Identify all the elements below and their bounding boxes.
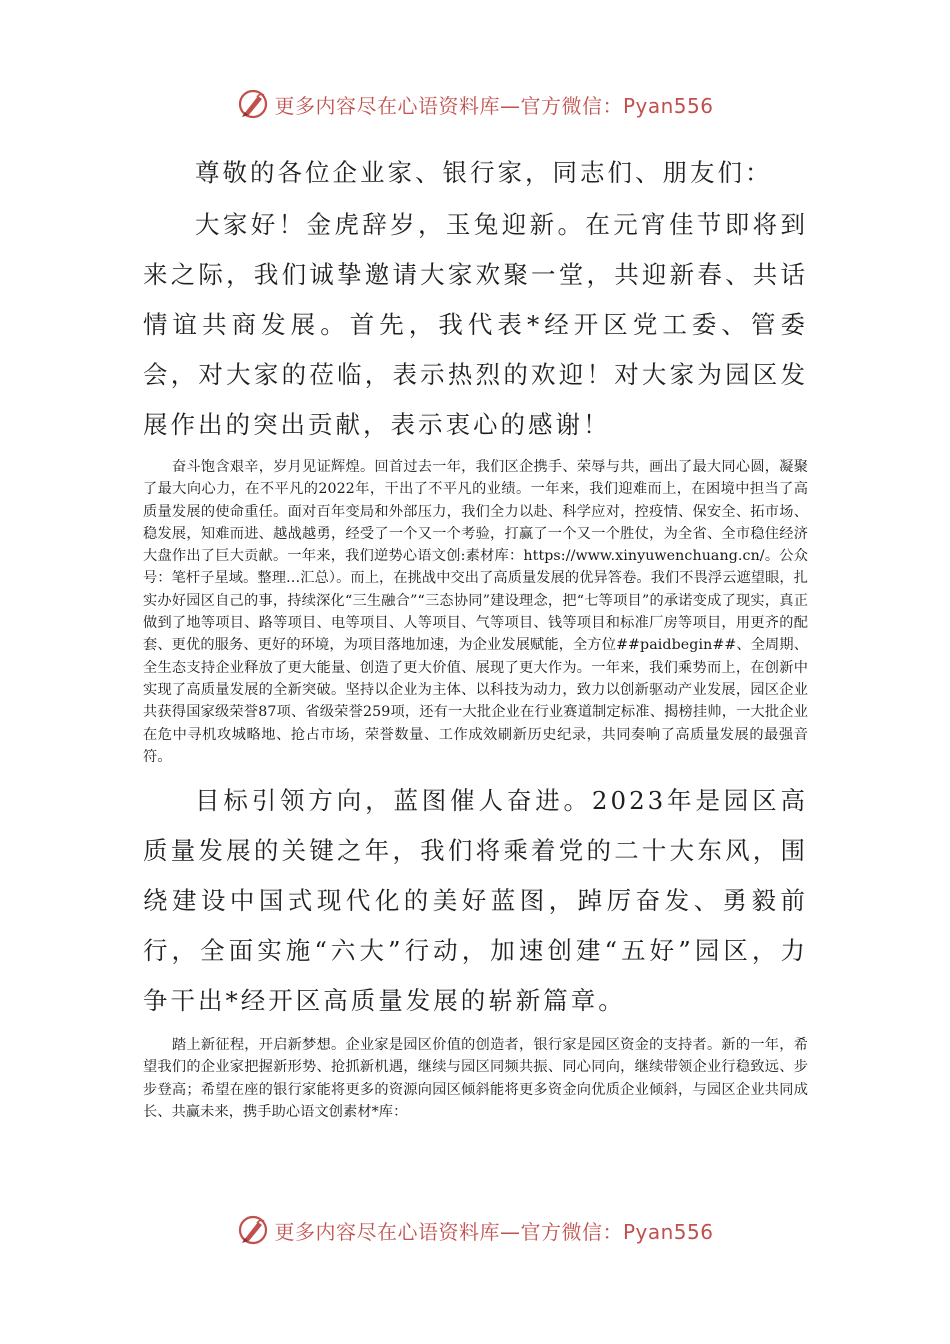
pen-logo-icon xyxy=(236,87,270,121)
document-body xyxy=(143,148,808,1131)
paragraph-opening: 大家好！金虎辞岁，玉兔迎新。在元宵佳节即将到来之际，我们诚挚邀请大家欢聚一堂，共迎新春、共话情谊共商发展。首先，我代表*经开区党工委、管委会，对大家的莅临，表示热烈的欢迎！对大家为园区发展作出的突出贡献，表示衷心的感谢！ xyxy=(143,210,808,439)
paragraph-review: 奋斗饱含艰辛，岁月见证辉煌。回首过去一年，我们区企携手、荣辱与共，画出了最大同心圆，凝聚了最大向心力，在不平凡的2022年，干出了不平凡的业绩。一年来，我们迎难而上，在困境中担当了高质量发展的使命重任。面对百年变局和外部压力，我们全力以赴、科学应对，控疫情、保安全、拓市场、稳发展，知难而进、越战越勇，经受了一个又一个考验，打赢了一个又一个胜仗，为全省、全市稳住经济大盘作出了巨大贡献。一年来，我们逆势心语文创:素材库：https://www.xinyuwenchuang.cn/。公众号：笔杆子星域。整理…汇总）。而上，在挑战中交出了高质量发展的优异答卷。我们不畏浮云遮望眼，扎实办好园区自己的事，持续深化“三生融合”“三态协同”建设理念，把“七等项目”的承诺变成了现实，真正做到了地等项目、路等项目、电等项目、人等项目、气等项目、钱等项目和标准厂房等项目，用更齐的配套、更优的服务、更好的环境，为项目落地加速，为企业发展赋能，全方位##paidbegin##、全周期、全生态支持企业释放了更大能量、创造了更大价值、展现了更大作为。一年来，我们乘势而上，在创新中实现了高质量发展的全新突破。坚持以企业为主体、以科技为动力，致力以创新驱动产业发展，园区企业共获得国家级荣誉87项、省级荣誉259项，还有一大批企业在行业赛道制定标准、揭榜挂帅，一大批企业在危中寻机攻城略地、抢占市场，荣誉数量、工作成效刷新历史纪录，共同奏响了高质量发展的最强音符。 xyxy=(143,459,808,765)
banner-text: 更多内容尽在心语资料库—官方微信：Pyan556 xyxy=(274,93,714,118)
footer-banner xyxy=(0,1210,950,1250)
banner-text: 更多内容尽在心语资料库—官方微信：Pyan556 xyxy=(274,1219,714,1244)
greeting: 尊敬的各位企业家、银行家，同志们、朋友们： xyxy=(195,158,773,187)
header-banner xyxy=(0,84,950,124)
paragraph-goals: 目标引领方向，蓝图催人奋进。2023年是园区高质量发展的关键之年，我们将乘着党的二十大东风，围绕建设中国式现代化的美好蓝图，踔厉奋发、勇毅前行，全面实施“六大”行动，加速创建“五好”园区，力争干出*经开区高质量发展的崭新篇章。 xyxy=(143,786,808,1016)
paragraph-new-journey: 踏上新征程，开启新梦想。企业家是园区价值的创造者，银行家是园区资金的支持者。新的一年，希望我们的企业家把握新形势、抢抓新机遇，继续与园区同频共振、同心同向，继续带领企业行稳致远、步步登高；希望在座的银行家能将更多的资源向园区倾斜能将更多资金向优质企业倾斜，与园区企业共同成长、共赢未来，携手助心语文创素材*库： xyxy=(143,1037,808,1121)
pen-logo-icon xyxy=(236,1213,270,1247)
